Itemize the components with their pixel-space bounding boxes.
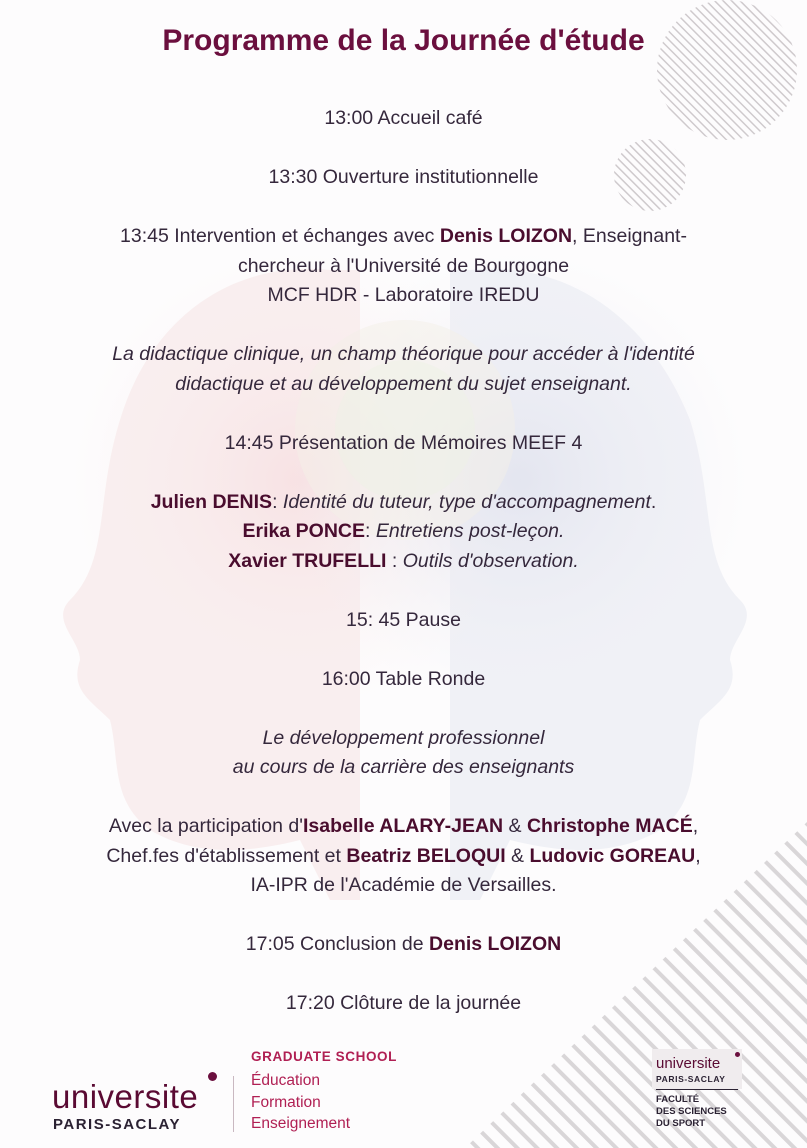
student-sep: : bbox=[386, 549, 403, 572]
student-name: Julien DENIS bbox=[150, 490, 273, 513]
intervention-prefix: 13:45 Intervention et échanges avec bbox=[120, 225, 440, 247]
student-topic: Identité du tuteur, type d'accompagnement bbox=[282, 490, 651, 513]
participation-prefix: Avec la participation d' bbox=[108, 815, 303, 837]
ampersand: & bbox=[503, 815, 527, 837]
conference-title-line2: didactique et au développement du sujet enseignant. bbox=[175, 372, 632, 395]
item-table-ronde: 16:00 Table Ronde bbox=[321, 667, 486, 690]
student-entry bbox=[40, 488, 767, 518]
student-name: Xavier TRUFELLI bbox=[228, 549, 387, 572]
faculty-name bbox=[656, 1094, 727, 1130]
faculty-logo-city: PARIS-SACLAY bbox=[656, 1074, 726, 1084]
intervention-speaker: Denis LOIZON bbox=[439, 225, 573, 247]
participation-line3: IA-IPR de l'Académie de Versailles. bbox=[250, 874, 557, 896]
faculty-name-line: DES SCIENCES bbox=[656, 1106, 727, 1117]
faculty-logo-divider bbox=[656, 1089, 738, 1090]
item-pause: 15: 45 Pause bbox=[346, 608, 461, 631]
conclusion-prefix: 17:05 Conclusion de bbox=[245, 933, 430, 955]
intervention-lab: MCF HDR - Laboratoire IREDU bbox=[267, 284, 540, 306]
comma: , bbox=[692, 815, 699, 837]
comma: , bbox=[695, 844, 701, 867]
intervention-affiliation: chercheur à l'Université de Bourgogne bbox=[237, 254, 570, 277]
program-list bbox=[40, 104, 767, 1019]
student-topic: Outils d'observation. bbox=[402, 549, 579, 572]
faculty-logo-dot bbox=[735, 1052, 740, 1057]
graduate-school-logo bbox=[251, 1049, 397, 1135]
logo-city: PARIS-SACLAY bbox=[53, 1116, 182, 1133]
table-ronde-title-line2: au cours de la carrière des enseignants bbox=[232, 756, 575, 778]
participant-name: Beatriz BELOQUI bbox=[346, 844, 506, 867]
graduate-school-title: GRADUATE SCHOOL bbox=[251, 1049, 397, 1064]
conclusion-speaker: Denis LOIZON bbox=[429, 933, 562, 955]
item-cloture: 17:20 Clôture de la journée bbox=[285, 992, 522, 1014]
item-ouverture: 13:30 Ouverture institutionnelle bbox=[268, 166, 539, 188]
participation-role: Chef.fes d'établissement et bbox=[106, 844, 347, 867]
table-ronde-title-line1: Le développement professionnel bbox=[262, 726, 545, 749]
participation-line2 bbox=[40, 842, 767, 872]
logo-wordmark: universite bbox=[52, 1078, 199, 1115]
logo-divider bbox=[233, 1076, 234, 1132]
faculte-sciences-sport-logo bbox=[652, 1049, 742, 1141]
student-sep: : bbox=[365, 520, 376, 542]
faculty-name-line: FACULTÉ bbox=[656, 1094, 700, 1105]
student-topic: Entretiens post-leçon. bbox=[375, 520, 565, 542]
participant-name: Christophe MACÉ bbox=[526, 815, 693, 837]
logo-dot bbox=[208, 1072, 217, 1081]
item-accueil: 13:00 Accueil café bbox=[324, 107, 483, 129]
student-entry bbox=[40, 517, 767, 547]
participation-line1 bbox=[40, 812, 767, 842]
graduate-school-line: Enseignement bbox=[251, 1115, 351, 1132]
student-name: Erika PONCE bbox=[242, 520, 365, 542]
ampersand: & bbox=[505, 844, 530, 867]
item-intervention bbox=[40, 222, 767, 252]
page-title: Programme de la Journée d'étude bbox=[162, 24, 645, 57]
graduate-school-line: Éducation bbox=[251, 1072, 320, 1089]
faculty-logo-wordmark: universite bbox=[656, 1055, 721, 1072]
item-memoires: 14:45 Présentation de Mémoires MEEF 4 bbox=[224, 431, 583, 454]
item-conclusion bbox=[40, 930, 767, 960]
student-entry bbox=[40, 547, 767, 577]
participant-name: Ludovic GOREAU bbox=[529, 844, 696, 867]
conference-title-line1: La didactique clinique, un champ théorique pour accéder à l'identité bbox=[112, 343, 695, 365]
graduate-school-line: Formation bbox=[251, 1093, 321, 1111]
student-end: . bbox=[650, 490, 657, 513]
student-sep: : bbox=[272, 490, 283, 513]
intervention-line1-rest: , Enseignant- bbox=[572, 225, 687, 247]
participant-name: Isabelle ALARY-JEAN bbox=[303, 815, 504, 837]
faculty-name-line: DU SPORT bbox=[656, 1118, 706, 1129]
